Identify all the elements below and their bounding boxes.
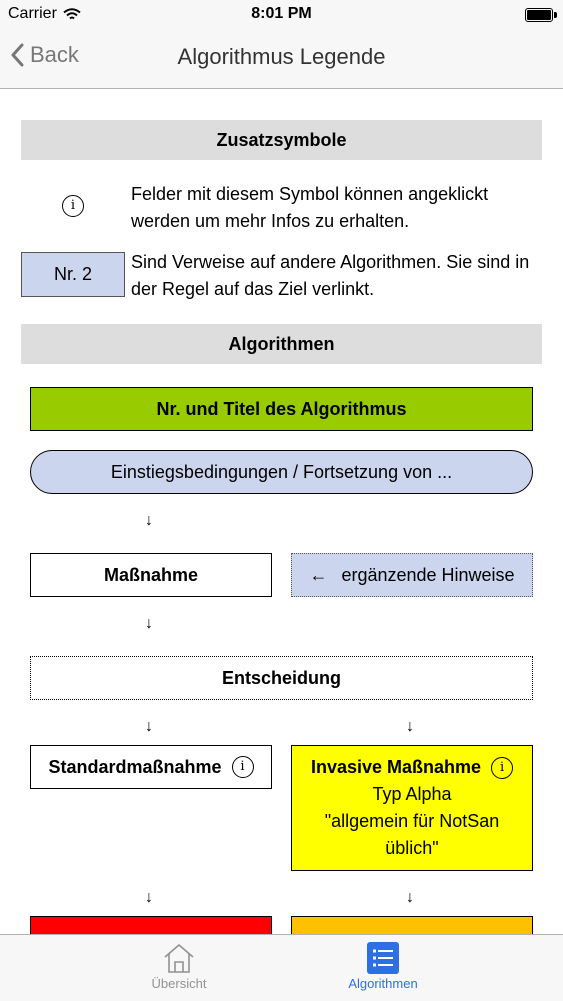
- arrow-down-icon: ↓: [145, 718, 153, 735]
- entry-conditions-label: Einstiegsbedingungen / Fortsetzung von ...: [110, 461, 453, 482]
- carrier-label: Carrier: [8, 5, 57, 22]
- hint-box: [291, 553, 533, 597]
- info-icon: i: [491, 757, 513, 779]
- legend-row-reference: [21, 249, 542, 303]
- arrow-down-icon: ↓: [145, 512, 153, 529]
- legend-row-info: [21, 181, 542, 235]
- standard-measure-label: Standardmaßnahme: [48, 756, 222, 777]
- section-header-zusatzsymbole: Zusatzsymbole: [21, 120, 542, 160]
- invasive-note-line1: "allgemein für NotSan: [324, 811, 500, 831]
- standard-measure-box[interactable]: [30, 745, 272, 789]
- invasive-type-label: Typ Alpha: [372, 784, 452, 804]
- orange-measure-box[interactable]: [291, 916, 533, 934]
- tab-bar: [0, 934, 563, 1001]
- tab-algorithmen[interactable]: [283, 941, 483, 991]
- status-bar: [0, 0, 563, 30]
- back-label: Back: [30, 42, 79, 67]
- info-icon: i: [232, 756, 254, 778]
- page-title: Algorithmus Legende: [177, 44, 386, 69]
- invasive-note-line2: üblich": [385, 838, 439, 858]
- navigation-bar: [0, 30, 563, 89]
- algorithm-title-box: [30, 387, 533, 431]
- house-icon: [162, 941, 196, 975]
- arrow-down-icon: ↓: [406, 718, 414, 735]
- measure-box: [30, 553, 272, 597]
- invasive-measure-box[interactable]: [291, 745, 533, 871]
- info-icon: i: [62, 195, 84, 217]
- red-measure-box[interactable]: [30, 916, 272, 934]
- invasive-measure-title: Invasive Maßnahme: [310, 757, 482, 777]
- invasive-title-row: [311, 754, 513, 781]
- arrow-down-icon: ↓: [406, 889, 414, 906]
- battery-icon: [525, 8, 553, 22]
- arrow-down-icon: ↓: [145, 615, 153, 632]
- tab-algorithmen-label: Algorithmen: [348, 976, 418, 991]
- entry-conditions-box: [30, 450, 533, 494]
- decision-label: Entscheidung: [221, 667, 341, 688]
- legend-content[interactable]: [0, 89, 563, 934]
- tab-uebersicht[interactable]: [79, 941, 279, 991]
- reference-sample-box[interactable]: [21, 252, 125, 297]
- reference-description: Sind Verweise auf andere Algorithmen. Sie sind in der Regel auf das Ziel verlinkt.: [131, 252, 530, 299]
- reference-sample-label: Nr. 2: [53, 264, 92, 284]
- list-icon: [366, 941, 400, 975]
- measure-label: Maßnahme: [103, 564, 199, 585]
- algorithm-title-label: Nr. und Titel des Algorithmus: [156, 398, 407, 419]
- decision-box: [30, 656, 533, 700]
- section-header-algorithmen: Algorithmen: [21, 324, 542, 364]
- arrow-down-icon: ↓: [145, 889, 153, 906]
- clock: 8:01 PM: [251, 5, 312, 22]
- info-description: Felder mit diesem Symbol können angeklickt werden um mehr Infos zu erhalten.: [131, 184, 489, 231]
- arrow-left-icon: ←: [309, 564, 328, 585]
- tab-uebersicht-label: Übersicht: [151, 976, 207, 991]
- hint-label: ergänzende Hinweise: [341, 564, 515, 585]
